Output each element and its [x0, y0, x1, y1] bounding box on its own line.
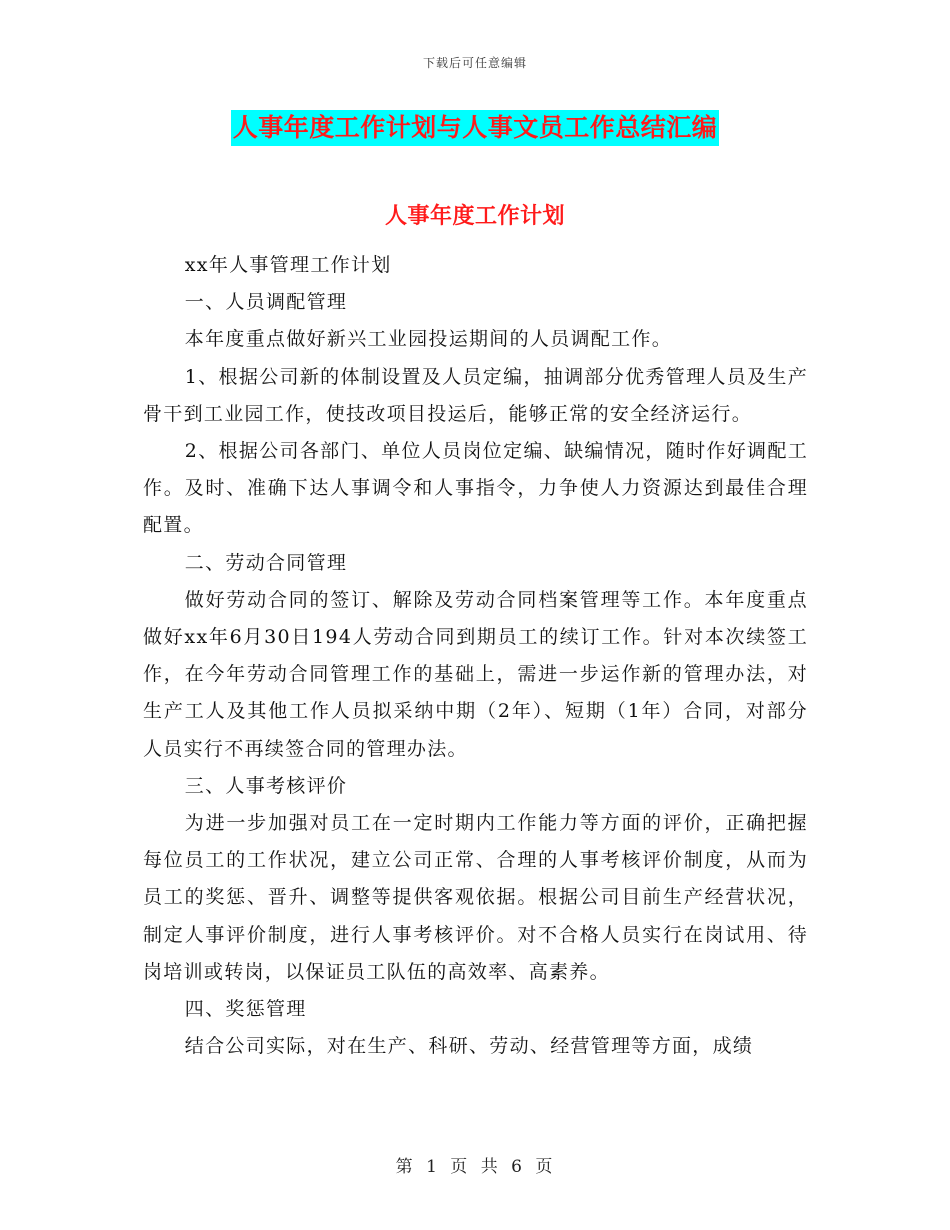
body-paragraph: 本年度重点做好新兴工业园投运期间的人员调配工作。 — [184, 328, 672, 351]
document-title-text: 人事年度工作计划与人事文员工作总结汇编 — [231, 110, 720, 146]
body-heading: 四、奖惩管理 — [184, 998, 307, 1021]
body-paragraph: 2、根据公司各部门、单位人员岗位定编、缺编情况，随时作好调配工作。及时、准确下达人事调令和人事指令，力争使人力资源达到最佳合理配置。 — [143, 440, 808, 537]
body-paragraph: 结合公司实际，对在生产、科研、劳动、经营管理等方面，成绩 — [184, 1035, 754, 1058]
body-paragraph: 做好劳动合同的签订、解除及劳动合同档案管理等工作。本年度重点做好xx年6月30日194人劳动合同到期员工的续订工作。针对本次续签工作，在今年劳动合同管理工作的基础上，需进一步运作新的管理办法，对生产工人及其他工作人员拟采纳中期（2年）、短期（1年）合同，对部分人员实行不再续签合同的管理办法。 — [143, 588, 808, 760]
body-paragraph: 为进一步加强对员工在一定时期内工作能力等方面的评价，正确把握每位员工的工作状况，建立公司正常、合理的人事考核评价制度，从而为员工的奖惩、晋升、调整等提供客观依据。根据公司目前生产经营状况，制定人事评价制度，进行人事考核评价。对不合格人员实行在岗试用、待岗培训或转岗，以保证员工队伍的高效率、高素养。 — [143, 812, 808, 983]
body-paragraph: xx年人事管理工作计划 — [184, 254, 392, 276]
page-footer: 第 1 页 共 6 页 — [395, 1157, 555, 1177]
body-heading: 二、劳动合同管理 — [184, 551, 348, 574]
section-title: 人事年度工作计划 — [384, 204, 565, 229]
header-note: 下载后可任意编辑 — [422, 56, 527, 70]
body-paragraph: 1、根据公司新的体制设置及人员定编，抽调部分优秀管理人员及生产骨干到工业园工作，使技改项目投运后，能够正常的安全经济运行。 — [143, 365, 808, 425]
document-title — [0, 110, 950, 146]
body-heading: 三、人事考核评价 — [184, 774, 348, 797]
document-body — [143, 247, 808, 1065]
body-heading: 一、人员调配管理 — [184, 291, 348, 314]
